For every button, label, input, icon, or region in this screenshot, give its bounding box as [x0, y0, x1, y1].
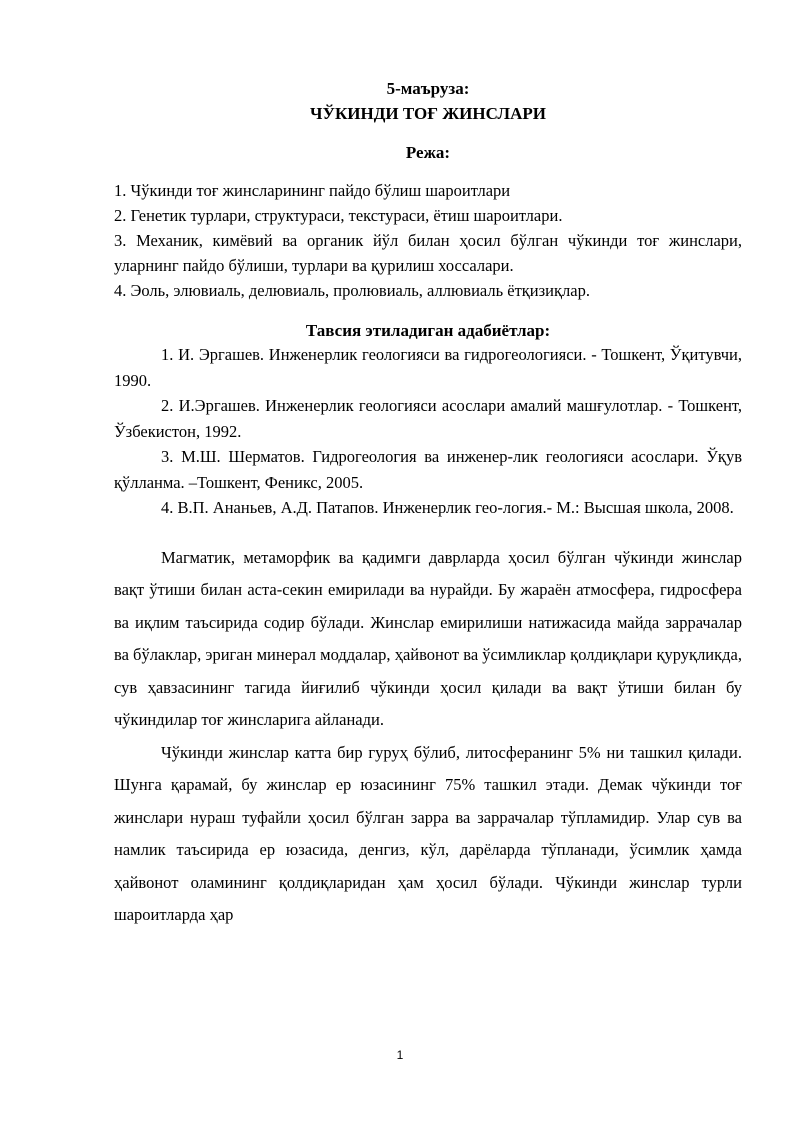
plan-item: 3. Механик, кимёвий ва органик йўл билан ҳосил бўлган чўкинди тоғ жинслари, уларнинг пайдо бўлиши, турлари ва қурилиш хоссалари.	[114, 231, 742, 275]
plan-item: 4. Эоль, элювиаль, делювиаль, пролювиаль, аллювиаль ётқизиқлар.	[114, 281, 590, 300]
lecture-label: 5-маъруза:	[386, 79, 470, 98]
reference-item: 1. И. Эргашев. Инженерлик геологияси ва гидрогеологияси. - Тошкент, Ўқитувчи, 1990.	[114, 345, 742, 390]
body-paragraph: Чўкинди жинслар катта бир гуруҳ бўлиб, литосферанинг 5% ни ташкил қилади. Шунга қарамай, бу жинслар ер юзасининг 75% ташкил этади. Демак чўкинди тоғ жинслари нураш туфайли ҳосил бўлган зарра ва заррачалар тўпламидир. Улар сув ва намлик таъсирида ер юзасида, денгиз, кўл, дарёларда тўпланади, ўсимлик ҳамда ҳайвонот оламининг қолдиқларидан ҳам ҳосил бўлади. Чўкинди жинслар турли шароитларда ҳар	[114, 742, 742, 924]
plan-list	[114, 178, 742, 303]
references-heading: Тавсия этиладиган адабиётлар:	[305, 321, 551, 340]
reference-item: 4. В.П. Ананьев, А.Д. Патапов. Инженерлик гео-логия.- М.: Высшая школа, 2008.	[161, 498, 734, 517]
body-paragraph: Магматик, метаморфик ва қадимги даврларда ҳосил бўлган чўкинди жинслар вақт ўтиши билан аста-секин емирилади ва нурайди. Бу жараён атмосфера, гидросфера ва иқлим таъсирида содир бўлади. Жинслар емирилиши натижасида майда заррачалар ва бўлаклар, эриган минерал моддалар, ҳайвонот ва ўсимликлар қолдиқлари қуруқликда, сув ҳавзасининг тагида йиғилиб чўкинди ҳосил қилади ва вақт ўтиши билан бу чўкиндилар тоғ жинсларига айланади.	[114, 547, 742, 729]
references-list	[114, 342, 742, 521]
reference-item: 2. И.Эргашев. Инженерлик геологияси асослари амалий машғулотлар. - Тошкент, Ўзбекистон, 1992.	[114, 396, 742, 441]
document-page	[114, 72, 742, 932]
body-text	[114, 542, 742, 932]
plan-heading: Режа:	[405, 143, 451, 162]
plan-item: 2. Генетик турлари, структураси, текстураси, ётиш шароитлари.	[114, 206, 563, 225]
reference-item: 3. М.Ш. Шерматов. Гидрогеология ва инженер-лик геологияси асослари. Ўқув қўлланма. –Тошкент, Феникс, 2005.	[114, 447, 742, 492]
plan-item: 1. Чўкинди тоғ жинсларининг пайдо бўлиш шароитлари	[114, 181, 511, 200]
lecture-title: ЧЎКИНДИ ТОҒ ЖИНСЛАРИ	[310, 104, 546, 123]
page-number: 1	[396, 1048, 404, 1062]
